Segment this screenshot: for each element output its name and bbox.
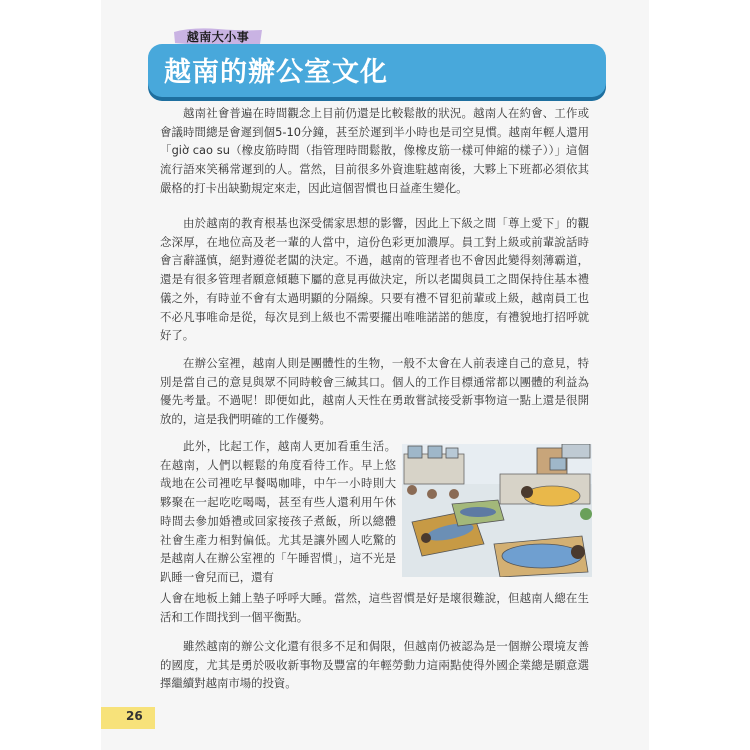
paragraph-4-wrapped: 此外，比起工作，越南人更加看重生活。在越南，人們以輕鬆的角度看待工作。早上悠哉地在公司裡吃早餐喝咖啡，中午一小時則大夥聚在一起吃吃喝喝，甚至有些人還利用午休時間去參加婚禮或回家接孩子煮飯，所以總體社會生產力相對偏低。尤其是讓外國人吃驚的是越南人在辦公室裡的「午睡習慣」，這不光是趴睡一會兒而已，還有 (160, 439, 396, 584)
paragraph-3: 在辦公室裡，越南人則是團體性的生物，一般不太會在人前表達自己的意見，特別是當自己的意見與眾不同時較會三緘其口。個人的工作目標通常都以團體的利益為優先考量。不過呢！即便如此，越南人天性在勇敢嘗試接受新事物這一點上還是很開放的，這是我們明確的工作優勢。 (160, 356, 589, 427)
paragraph-1: 越南社會普遍在時間觀念上目前仍還是比較鬆散的狀況。越南人在約會、工作或會議時間總是會遲到個5-10分鐘，甚至於遲到半小時也是司空見慣。越南年輕人還用「giờ cao su（橡皮筋時間（指管理時間鬆散，像橡皮筋一樣可伸縮的樣子））」這個流行語來笑稱常遲到的人。當然，目前很多外資進駐越南後，大夥上下班都必須依其嚴格的打卡出缺勤規定來走，因此這個習慣也日益產生變化。 (160, 106, 589, 195)
paragraph-4-continued: 人會在地板上鋪上墊子呼呼大睡。當然，這些習慣是好是壞很難說，但越南人總在生活和工作間找到一個平衡點。 (160, 591, 589, 624)
paragraph-5: 雖然越南的辦公文化還有很多不足和侷限，但越南仍被認為是一個辦公環境友善的國度，尤其是勇於吸收新事物及豐富的年輕勞動力這兩點使得外國企業總是願意選擇繼續對越南市場的投資。 (160, 639, 589, 691)
paragraph-2: 由於越南的教育根基也深受儒家思想的影響，因此上下級之間「尊上愛下」的觀念深厚，在地位高及老一輩的人當中，這份色彩更加濃厚。員工對上級或前輩說話時會言辭謹慎，絕對遵從老闆的決定。不過，越南的管理者也不會因此變得刻薄霸道，還是有很多管理者願意傾聽下屬的意見再做決定，所以老闆與員工之間保持住基本禮儀之外，有時並不會有太過明顯的分隔線。只要有禮不冒犯前輩或上級，越南員工也不必凡事唯命是從，每次見到上級也不需要擺出唯唯諾諾的態度，有禮貌地打招呼就好了。 (160, 216, 589, 343)
page-title: 越南的辦公室文化 (164, 57, 388, 88)
page-number: 26 (126, 709, 143, 723)
office-nap-illustration (402, 444, 592, 577)
title-banner (148, 44, 606, 97)
section-tag-label: 越南大小事 (186, 30, 250, 44)
